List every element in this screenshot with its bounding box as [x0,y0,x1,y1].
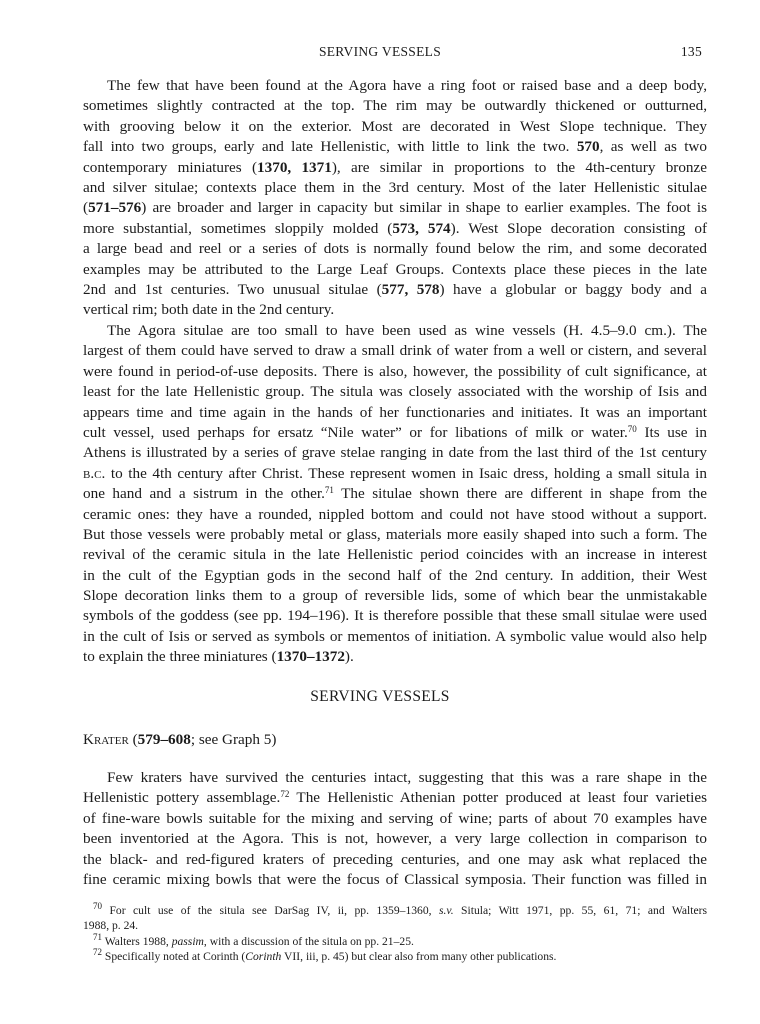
text-line: The few that have been found at the Agora have a ring foot or raised base and a deep body, [107,77,707,94]
catalog-ref: 579–608 [137,731,191,748]
catalog-ref: 1370, 1371 [257,158,332,176]
paragraph-kraters [83,768,707,890]
text-line: in the cult of Isis or served as symbols or mementos of initiation. A symbolic value would also help [83,627,707,645]
text-line: 2nd and 1st centuries. Two unusual situlae (577, 578) have a globular or baggy body and a [83,280,707,298]
catalog-ref: 573, 574 [392,219,451,237]
text-line: vertical rim; both date in the 2nd century. [83,301,335,319]
footnote-ref-71: 71 [324,485,334,496]
text-line: Hellenistic pottery assemblage.$^{72}$ The Hellenistic Athenian potter produced at least four varieties [83,789,707,807]
footnotes [83,903,707,965]
text-line: in the cult of the Egyptian gods in the second half of the 2nd century. In addition, their West [83,566,707,584]
running-head [0,44,760,64]
catalog-ref: 570 [576,138,600,156]
footnote-ref-72: 72 [280,789,290,800]
page-number: 135 [680,44,702,59]
text-line: more substantial, sometimes sloppily molded (573, 574). West Slope decoration consisting of [83,219,707,237]
text-line: Slope decoration links them to a group of reversible lids, some of which bear the unmistakable [83,587,707,605]
text-line: ceramic ones: they have a rounded, nippled bottom and could not have stood without a support. [83,505,707,523]
text-line: symbols of the goddess (see pp. 194–196). It is therefore possible that these small situlae were used [83,607,707,625]
text-line: and silver situlae; contexts place them in the 3rd century. Most of the later Hellenistic situlae [83,178,707,196]
text-line: (571–576) are broader and larger in capacity but similar in shape to earlier examples. The foot is [83,199,707,217]
paragraph-situla-groups [83,76,707,321]
footnote-70-continued: 1988, p. 24. [83,919,139,933]
footnote-71: $^{71}$ Walters 1988, passim, with a discussion of the situla on pp. 21–25. [93,931,414,948]
text-line: The Agora situlae are too small to have been used as wine vessels (H. 4.5–9.0 cm.). The [107,322,707,339]
text-line: appears time and time again in the hands of her functionaries and initiates. It was an important [83,403,707,421]
section-heading: SERVING VESSELS [310,688,450,705]
text-line: a large bead and reel or a series of dots is normally found below the rim, and some decorated [83,240,707,258]
text-line: cult vessel, used perhaps for ersatz “Nile water” or for libations of milk or water.$^{70}$ Its use in [83,423,707,441]
subheading-name: Krater [83,731,129,748]
catalog-ref: 571–576 [88,199,142,217]
footnote-ref-70: 70 [627,423,637,434]
text-line: one hand and a sistrum in the other.$^{71}$ The situlae shown there are different in shape from the [83,485,707,503]
paragraph-situla-cult [83,321,707,668]
text-line: revival of the ceramic situla in the late Hellenistic period coincides with an increase in interest [83,546,707,564]
text-line: examples may be attributed to the Large Leaf Groups. Contexts place these pieces in the late [83,260,707,278]
text-line: b.c. to the 4th century after Christ. These represent women in Isaic dress, holding a small situla in [83,464,707,482]
text-line: to explain the three miniatures (1370–1372). [83,648,354,666]
text-line: sometimes slightly contracted at the top. The rim may be outwardly thickened or outturned, [83,97,707,115]
text-line: the black- and red-figured kraters of preceding centuries, and one may ask what replaced the [83,850,707,868]
text-line: were found in period-of-use deposits. There is also, however, the possibility of cult significance, at [83,362,707,380]
text-line: largest of them could have served to draw a small drink of water from a well or cistern, and several [83,342,707,360]
catalog-ref: 577, 578 [381,280,440,298]
footnote-70: $^{70}$ For cult use of the situla see DarSag IV, ii, pp. 1359–1360, s.v. Situla; Witt 1971, pp. 55, 61, 71; and Walters [93,901,707,917]
era-abbreviation: b.c. [83,464,106,482]
text-line: fine ceramic mixing bowls that were the focus of Classical symposia. Their function was filled in [83,870,707,888]
text-line: been inventoried at the Agora. This is not, however, a very large collection in comparison to [83,830,707,848]
subheading-krater: Krater (579–608; see Graph 5) [83,731,277,748]
text-line: least for the late Hellenistic group. The situla was closely associated with the worship of Isis and [83,383,707,401]
text-line: Few kraters have survived the centuries intact, suggesting that this was a rare shape in the [107,769,707,786]
text-line: contemporary miniatures (1370, 1371), are similar in proportions to the 4th-century bronze [83,158,708,176]
text-line: fall into two groups, early and late Hellenistic, with little to link the two. 570, as well as two [83,138,707,156]
text-line: with grooving below it on the exterior. Most are decorated in West Slope technique. They [83,117,707,135]
footnote-72: $^{72}$ Specifically noted at Corinth (Corinth VII, iii, p. 45) but clear also from many other publications. [93,947,557,964]
running-head-title: SERVING VESSELS [318,44,442,59]
text-line: But those vessels were probably metal or glass, materials more easily shaped into such a form. The [83,525,707,543]
text-line: Athens is illustrated by a series of grave stelae ranging in date from the last third of the 1st century [83,444,707,462]
catalog-ref: 1370–1372 [276,648,345,666]
text-line: of fine-ware bowls suitable for the mixing and serving of wine; parts of about 70 examples have [83,809,707,827]
